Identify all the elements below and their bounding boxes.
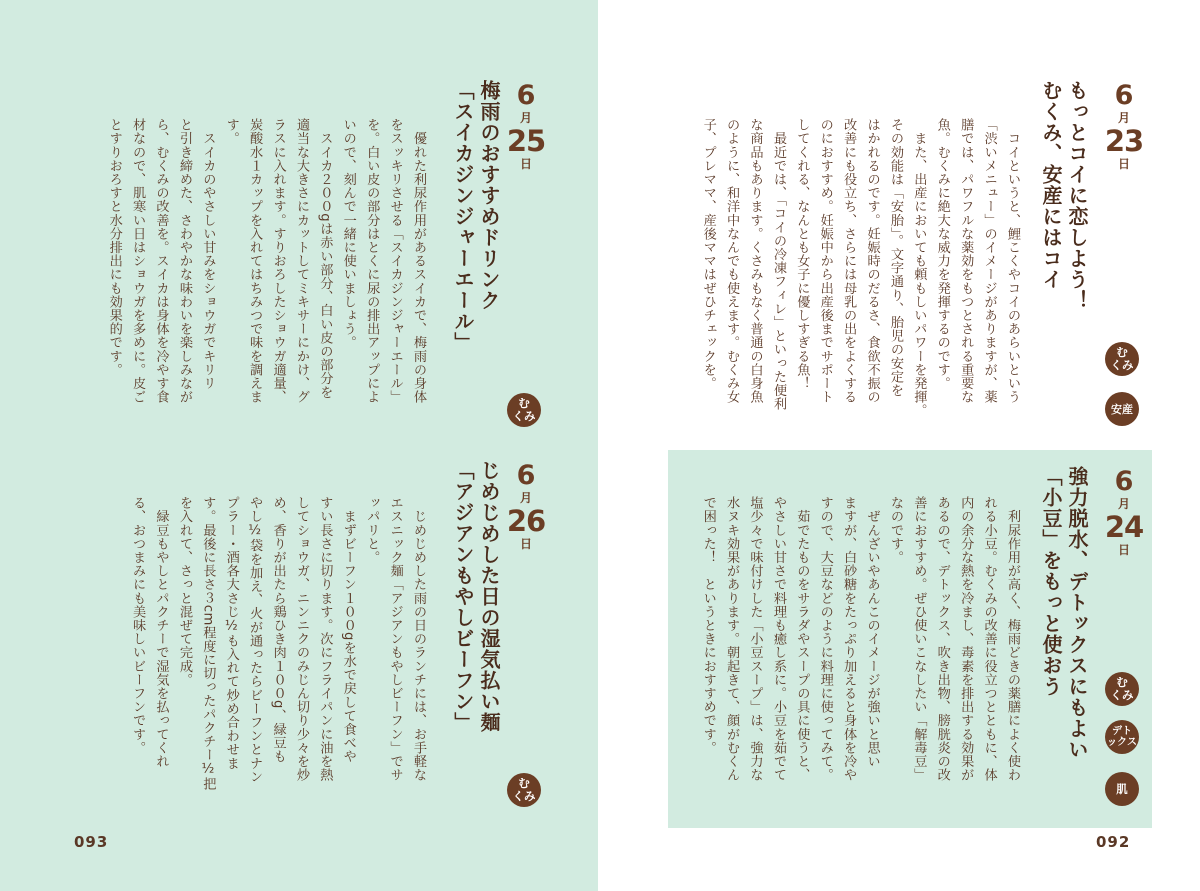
day-kanji: 日	[519, 157, 532, 171]
tag-detox-0624: デト ックス	[1105, 720, 1139, 754]
day-number: 23	[1104, 124, 1144, 158]
month-number: 6	[516, 460, 536, 491]
date-marker-0626	[500, 462, 552, 552]
day-kanji: 日	[1117, 543, 1130, 557]
date-marker-0625	[500, 82, 552, 172]
tag-mukumi-0624: む くみ	[1105, 672, 1139, 706]
day-kanji: 日	[519, 537, 532, 551]
tag-mukumi-0625: む くみ	[507, 393, 541, 427]
entry-body-0624: 利尿作用が高く、梅雨どきの薬膳によく使わ れる小豆。むくみの改善に役立つとともに、体 内の余分な熱を冷まし、毒素を排出する効果が あるので、デトックス、吹き出物、膀胱炎の改 善におすすめ。ぜひ使いこなしたい「解毒豆」 なのです。 ぜんざいやあんこのイメージが強いと思い ますが、白砂糖をたっぷり加えると身体を冷や すので、大豆などのように料理に使ってみて。 茹でたものをサラダやスープの具に使うと、 やさしい甘さで料理も癒し系に。小豆を茹でて 塩少々で味付けした「小豆スープ」は、強力な 水ヌキ効果があります。朝起きて、顔がむくん で困った！ というときにおすすめです。	[700, 496, 1020, 782]
tag-mukumi-0626: む くみ	[507, 773, 541, 807]
date-marker-0624	[1098, 468, 1150, 558]
entry-headline-0625: 梅雨のおすすめドリンク 「スイカジンジャーエール」	[451, 80, 501, 353]
month-kanji: 月	[1117, 497, 1130, 511]
month-number: 6	[516, 80, 536, 111]
day-number: 25	[506, 124, 546, 158]
day-number: 24	[1104, 510, 1144, 544]
month-kanji: 月	[519, 491, 532, 505]
date-marker-0623	[1098, 82, 1150, 172]
month-kanji: 月	[519, 111, 532, 125]
entry-headline-0626: じめじめした日の湿気払い麺 「アジアンもやしビーフン」	[451, 460, 501, 733]
month-number: 6	[1114, 80, 1134, 111]
entry-body-0623: コイというと、鯉こくやコイのあらいという 「渋いメニュー」のイメージがありますが、薬 膳では、パワフルな薬効をもつとされる重要な 魚。むくみに絶大な威力を発揮するのです。 また、出産においても頼もしいパワーを発揮。 その効能は「安胎」。文字通り、胎児の安定を はかれるのです。妊娠時のだるさ、食欲不振の 改善にも役立ち、さらには母乳の出をよくする のにおすすめ。妊娠中から出産後までサポート してくれる、なんとも女子に優しすぎる魚！ 最近では、「コイの冷凍フィレ」といった便利 な商品もあります。くさみもなく普通の白身魚 のように、和洋中なんでも使えます。むくみ女 子、プレママ、産後ママはぜひチェックを。	[700, 118, 1020, 418]
day-number: 26	[506, 504, 546, 538]
month-kanji: 月	[1117, 111, 1130, 125]
tag-anzan-0623: 安産	[1105, 392, 1139, 426]
tag-hada-0624: 肌	[1105, 772, 1139, 806]
tag-mukumi-0623: む くみ	[1105, 342, 1139, 376]
page-number-right: 092	[1096, 833, 1131, 851]
month-number: 6	[1114, 466, 1134, 497]
entry-headline-0623: もっとコイに恋しよう！ むくみ、安産にはコイ	[1039, 80, 1089, 311]
page-number-left: 093	[74, 833, 109, 851]
entry-headline-0624: 強力脱水、デトックスにもよい 「小豆」をもっと使おう	[1039, 466, 1089, 760]
day-kanji: 日	[1117, 157, 1130, 171]
entry-body-0626: じめじめした雨の日のランチには、お手軽な エスニック麺「アジアンもやしビーフン」でサ ッパリと。 まずビーフン１００gを水で戻して食べや すい長さに切ります。次にフライパンに油を熱 してショウガ、ニンニクのみじん切り少々を炒 め、香りが出たら鶏ひき肉１００g、緑豆も やし½袋を加え、火が通ったらビーフンとナン プラー・酒各大さじ½も入れて炒め合わせま す。最後に長さ３cm程度に切ったパクチー½把 を入れて、さっと混ぜて完成。 緑豆もやしとパクチーで湿気を払ってくれ る、おつまみにも美味しいビーフンです。	[130, 496, 426, 791]
entry-body-0625: 優れた利尿作用があるスイカで、梅雨の身体 をスッキリさせる「スイカジンジャーエール」 を。白い皮の部分はとくに尿の排出アップによ いので、刻んで一緒に使いましょう。 スイカ２００gは赤い部分、白い皮の部分を 適当な大きさにカットしてミキサーにかけ、グ ラスに入れます。すりおろしたショウガ適量、 炭酸水１カップを入れてはちみつで味を調えま す。 スイカのやさしい甘みをショウガでキリリ と引き締めた、さわやかな味わいを楽しみなが ら、むくみの改善を。スイカは身体を冷やす食 材なので、肌寒い日はショウガを多めに。皮ご とすりおろすと水分排出にも効果的です。	[106, 118, 426, 404]
